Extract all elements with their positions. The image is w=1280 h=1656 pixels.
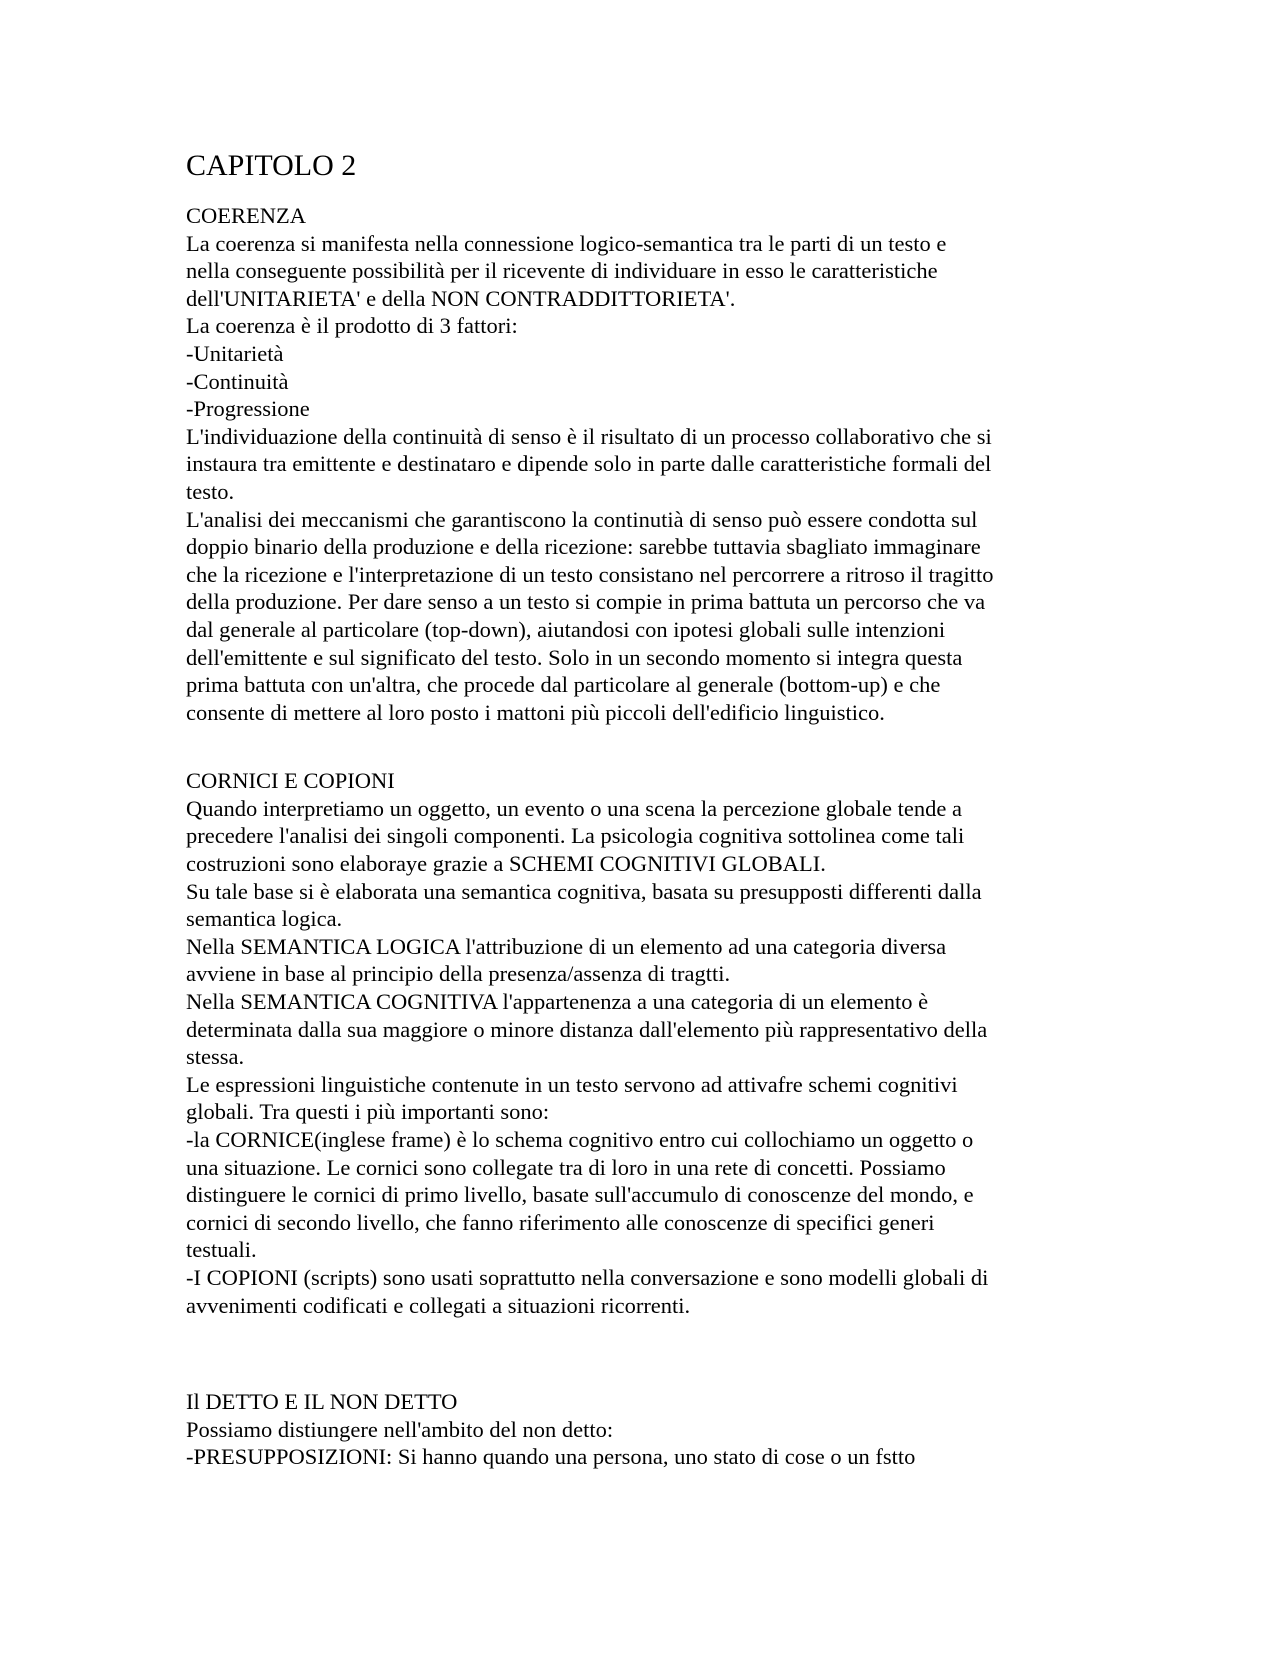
list-item: -PRESUPPOSIZIONI: Si hanno quando una persona, uno stato di cose o un fstto <box>186 1444 916 1470</box>
text-line: doppio binario della produzione e della ricezione: sarebbe tuttavia sbagliato immaginare <box>186 534 981 560</box>
text-line: consente di mettere al loro posto i mattoni più piccoli dell'edificio linguistico. <box>186 699 885 725</box>
section-spacer <box>186 726 1186 767</box>
text-line: La coerenza è il prodotto di 3 fattori: <box>186 313 518 339</box>
text-line: determinata dalla sua maggiore o minore distanza dall'elemento più rappresentativo della <box>186 1016 988 1042</box>
text-line: L'individuazione della continuità di senso è il risultato di un processo collaborativo che si <box>186 423 992 449</box>
text-line: cornici di secondo livello, che fanno riferimento alle conoscenze di specifici generi <box>186 1209 935 1235</box>
text-line: distinguere le cornici di primo livello, basate sull'accumulo di conoscenze del mondo, e <box>186 1182 974 1208</box>
section-spacer <box>186 1319 1186 1388</box>
text-line: Su tale base si è elaborata una semantica cognitiva, basata su presupposti differenti dalla <box>186 878 982 904</box>
section-heading: COERENZA <box>186 203 306 228</box>
text-line: Possiamo distiungere nell'ambito del non detto: <box>186 1416 614 1442</box>
list-item: -la CORNICE(inglese frame) è lo schema cognitivo entro cui collochiamo un oggetto o <box>186 1127 974 1152</box>
text-line: globali. Tra questi i più importanti sono: <box>186 1099 550 1125</box>
text-line: precedere l'analisi dei singoli componenti. La psicologia cognitiva sottolinea come tali <box>186 823 965 849</box>
text-line: una situazione. Le cornici sono collegate tra di loro in una rete di concetti. Possiamo <box>186 1154 946 1180</box>
text-line: avvenimenti codificati e collegati a situazioni ricorrenti. <box>186 1292 691 1318</box>
text-line: avviene in base al principio della presenza/assenza di tragtti. <box>186 961 731 987</box>
text-line: Nella SEMANTICA LOGICA l'attribuzione di un elemento ad una categoria diversa <box>186 933 947 959</box>
list-item: -Continuità <box>186 368 289 394</box>
text-line: dell'UNITARIETA' e della NON CONTRADDITTORIETA'. <box>186 285 736 311</box>
text-line: prima battuta con un'altra, che procede dal particolare al generale (bottom-up) e che <box>186 672 941 698</box>
text-line: stessa. <box>186 1044 245 1070</box>
text-line: che la ricezione e l'interpretazione di un testo consistano nel percorrere a ritroso il tragitto <box>186 561 994 587</box>
text-line: nella conseguente possibilità per il ricevente di individuare in esso le caratteristiche <box>186 258 938 284</box>
text-line: Le espressioni linguistiche contenute in un testo servono ad attivafre schemi cognitivi <box>186 1071 958 1097</box>
text-line: instaura tra emittente e destinataro e dipende solo in parte dalle caratteristiche formali del <box>186 451 992 477</box>
text-line: Quando interpretiamo un oggetto, un evento o una scena la percezione globale tende a <box>186 795 962 821</box>
text-line: dal generale al particolare (top-down), aiutandosi con ipotesi globali sulle intenzioni <box>186 616 946 642</box>
section-heading: Il DETTO E IL NON DETTO <box>186 1389 458 1415</box>
text-line: L'analisi dei meccanismi che garantiscono la continutià di senso può essere condotta sul <box>186 506 978 532</box>
document-page <box>186 148 1186 1471</box>
text-line: Nella SEMANTICA COGNITIVA l'appartenenza a una categoria di un elemento è <box>186 989 929 1015</box>
text-line: testuali. <box>186 1237 257 1263</box>
list-item: -Unitarietà <box>186 340 284 366</box>
chapter-title: CAPITOLO 2 <box>186 149 357 182</box>
text-line: dell'emittente e sul significato del testo. Solo in un secondo momento si integra questa <box>186 644 963 670</box>
section-coerenza <box>186 202 1186 726</box>
list-item: -Progressione <box>186 396 310 422</box>
section-cornici-e-copioni <box>186 767 1186 1319</box>
text-line: testo. <box>186 478 235 504</box>
section-detto-e-non-detto <box>186 1388 1186 1471</box>
text-line: semantica logica. <box>186 906 343 932</box>
text-line: costruzioni sono elaboraye grazie a SCHEMI COGNITIVI GLOBALI. <box>186 851 826 877</box>
text-line: La coerenza si manifesta nella connessione logico-semantica tra le parti di un testo e <box>186 230 947 256</box>
section-heading: CORNICI E COPIONI <box>186 768 395 794</box>
text-line: della produzione. Per dare senso a un testo si compie in prima battuta un percorso che va <box>186 589 986 615</box>
list-item: -I COPIONI (scripts) sono usati soprattutto nella conversazione e sono modelli globali di <box>186 1264 989 1290</box>
